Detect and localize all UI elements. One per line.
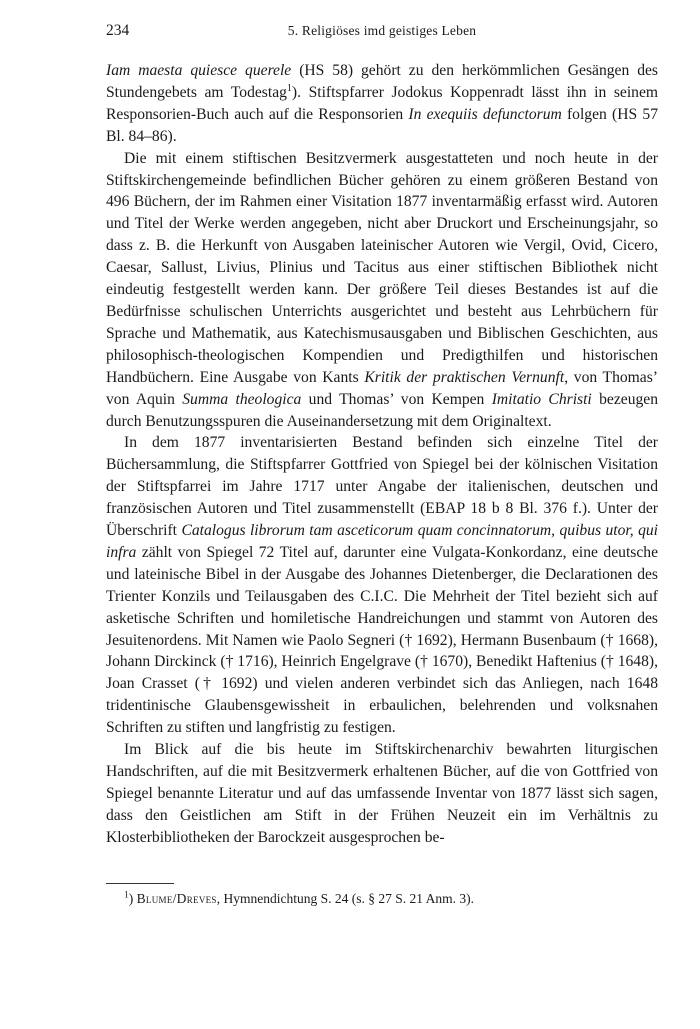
text-segment: Im Blick auf die bis heute im Stiftskirchenarchiv bewahrten liturgischen Handschriften, auf die mit Besitzvermerk erhaltenen Bücher, auf die von Gottfried von Spiegel benannte Literatur und auf das umfassende Inventar von 1877 lässt sich sagen, dass den Geistlichen am Stift in der Frühen Neuzeit ein im Verhältnis zu Klosterbibliotheken der Barockzeit ausgesprochen be- (106, 741, 658, 846)
text-segment: (HS 58) gehört zu den herkömmlichen Gesängen des Stundengebets am Todestag (106, 62, 658, 101)
paragraph (106, 432, 658, 739)
italic-text: In exequiis defunctorum (408, 105, 562, 123)
page-header (106, 22, 658, 44)
text-segment: bezeugen durch Benutzungsspuren die Auseinandersetzung mit dem Originaltext. (106, 390, 659, 430)
author-names: Blume/Dreves (136, 891, 217, 906)
body-text (106, 60, 658, 849)
footnote-separator (106, 883, 174, 884)
footnote (106, 890, 676, 908)
text-segment: In dem 1877 inventarisierten Bestand befinden sich einzelne Titel der Büchersammlung, die Stiftspfarrer Gottfried von Spiegel bei der kölnischen Visitation der Stiftspfarrei im Jahre 1717 unter Angabe der italienischen, deutschen und französischen Autoren und Titel zusammenstellt (EBAP 18 b 8 Bl. 376 f.). Unter der Überschrift (106, 434, 658, 540)
italic-text: Kritik der praktischen Vernunft (364, 368, 565, 386)
footnote-marker: 1 (124, 890, 129, 901)
italic-text: Imitatio Christi (491, 390, 592, 408)
italic-text: Catalogus librorum tam asceticorum quam concinnatorum, quibus utor, qui infra (106, 522, 658, 561)
running-head: 5. Religiöses imd geistiges Leben (287, 23, 477, 38)
text-segment: ). Stiftspfarrer Jodokus Koppenradt lässt ihn in seinem Responsorien-Buch auch auf die Responsorien (106, 83, 658, 123)
paragraph (106, 739, 658, 849)
text-segment: und Thomas’ von Kempen (301, 390, 492, 408)
page-number: 234 (106, 22, 130, 39)
footnote-ref: 1 (286, 82, 292, 94)
footnote-marker-paren: ) (128, 891, 137, 906)
paragraph (106, 60, 658, 148)
text-segment: Die mit einem stiftischen Besitzvermerk ausgestatteten und noch heute in der Stiftskirchengemeinde befindlichen Bücher gehören zu einem größeren Bestand von 496 Büchern, der im Rahmen einer Visitation 1877 inventarmäßig erfasst wird. Autoren und Titel der Werke werden angegeben, nicht aber Druckort und Erscheinungsjahr, so dass z. B. die Herkunft von Ausgaben lateinischer Autoren wie Vergil, Ovid, Cicero, Caesar, Sallust, Livius, Plinius und Tacitus aus einer stiftischen Bibliothek nicht eindeutig festgestellt werden kann. Der größere Teil dieses Bestandes ist auf die Bedürfnisse schulischen Unterrichts ausgerichtet und besteht aus Lehrbüchern für Sprache und Mathematik, aus Katechismusausgaben und Biblischen Geschichten, aus philosophisch-theologischen Kompendien und Predigthilfen und historischen Handbüchern. Eine Ausgabe von Kants (106, 149, 658, 386)
italic-text: Summa theologica (182, 390, 302, 408)
text-segment: zählt von Spiegel 72 Titel auf, darunter eine Vulgata-Konkordanz, eine deutsche und lateinische Bibel in der Ausgabe des Johannes Dietenberger, die Declarationen des Trienter Konzils und Teilausgaben des C.I.C. Die Mehrheit der Titel bezieht sich auf asketische Schriften und homiletische Handreichungen und stammt von Autoren des Jesuitenordens. Mit Namen wie Paolo Segneri († 1692), Hermann Busenbaum († 1668), Johann Dirckinck († 1716), Heinrich Engelgrave († 1670), Benedikt Haftenius († 1648), Joan Crasset († 1692) und vielen anderen verbindet sich das Anliegen, nach 1648 tridentinische Glaubensgewissheit in erbaulichen, belehrenden und volksnahen Schriften zu stiften und langfristig zu festigen. (106, 543, 658, 737)
italic-text: Iam maesta quiesce querele (106, 62, 292, 79)
text-segment: folgen (HS 57 Bl. 84–86). (106, 105, 658, 145)
paragraph (106, 148, 658, 433)
text-segment: , von Thomas’ von Aquin (106, 368, 658, 408)
text-segment: , Hymnendichtung S. 24 (s. § 27 S. 21 Anm. 3). (216, 891, 474, 906)
